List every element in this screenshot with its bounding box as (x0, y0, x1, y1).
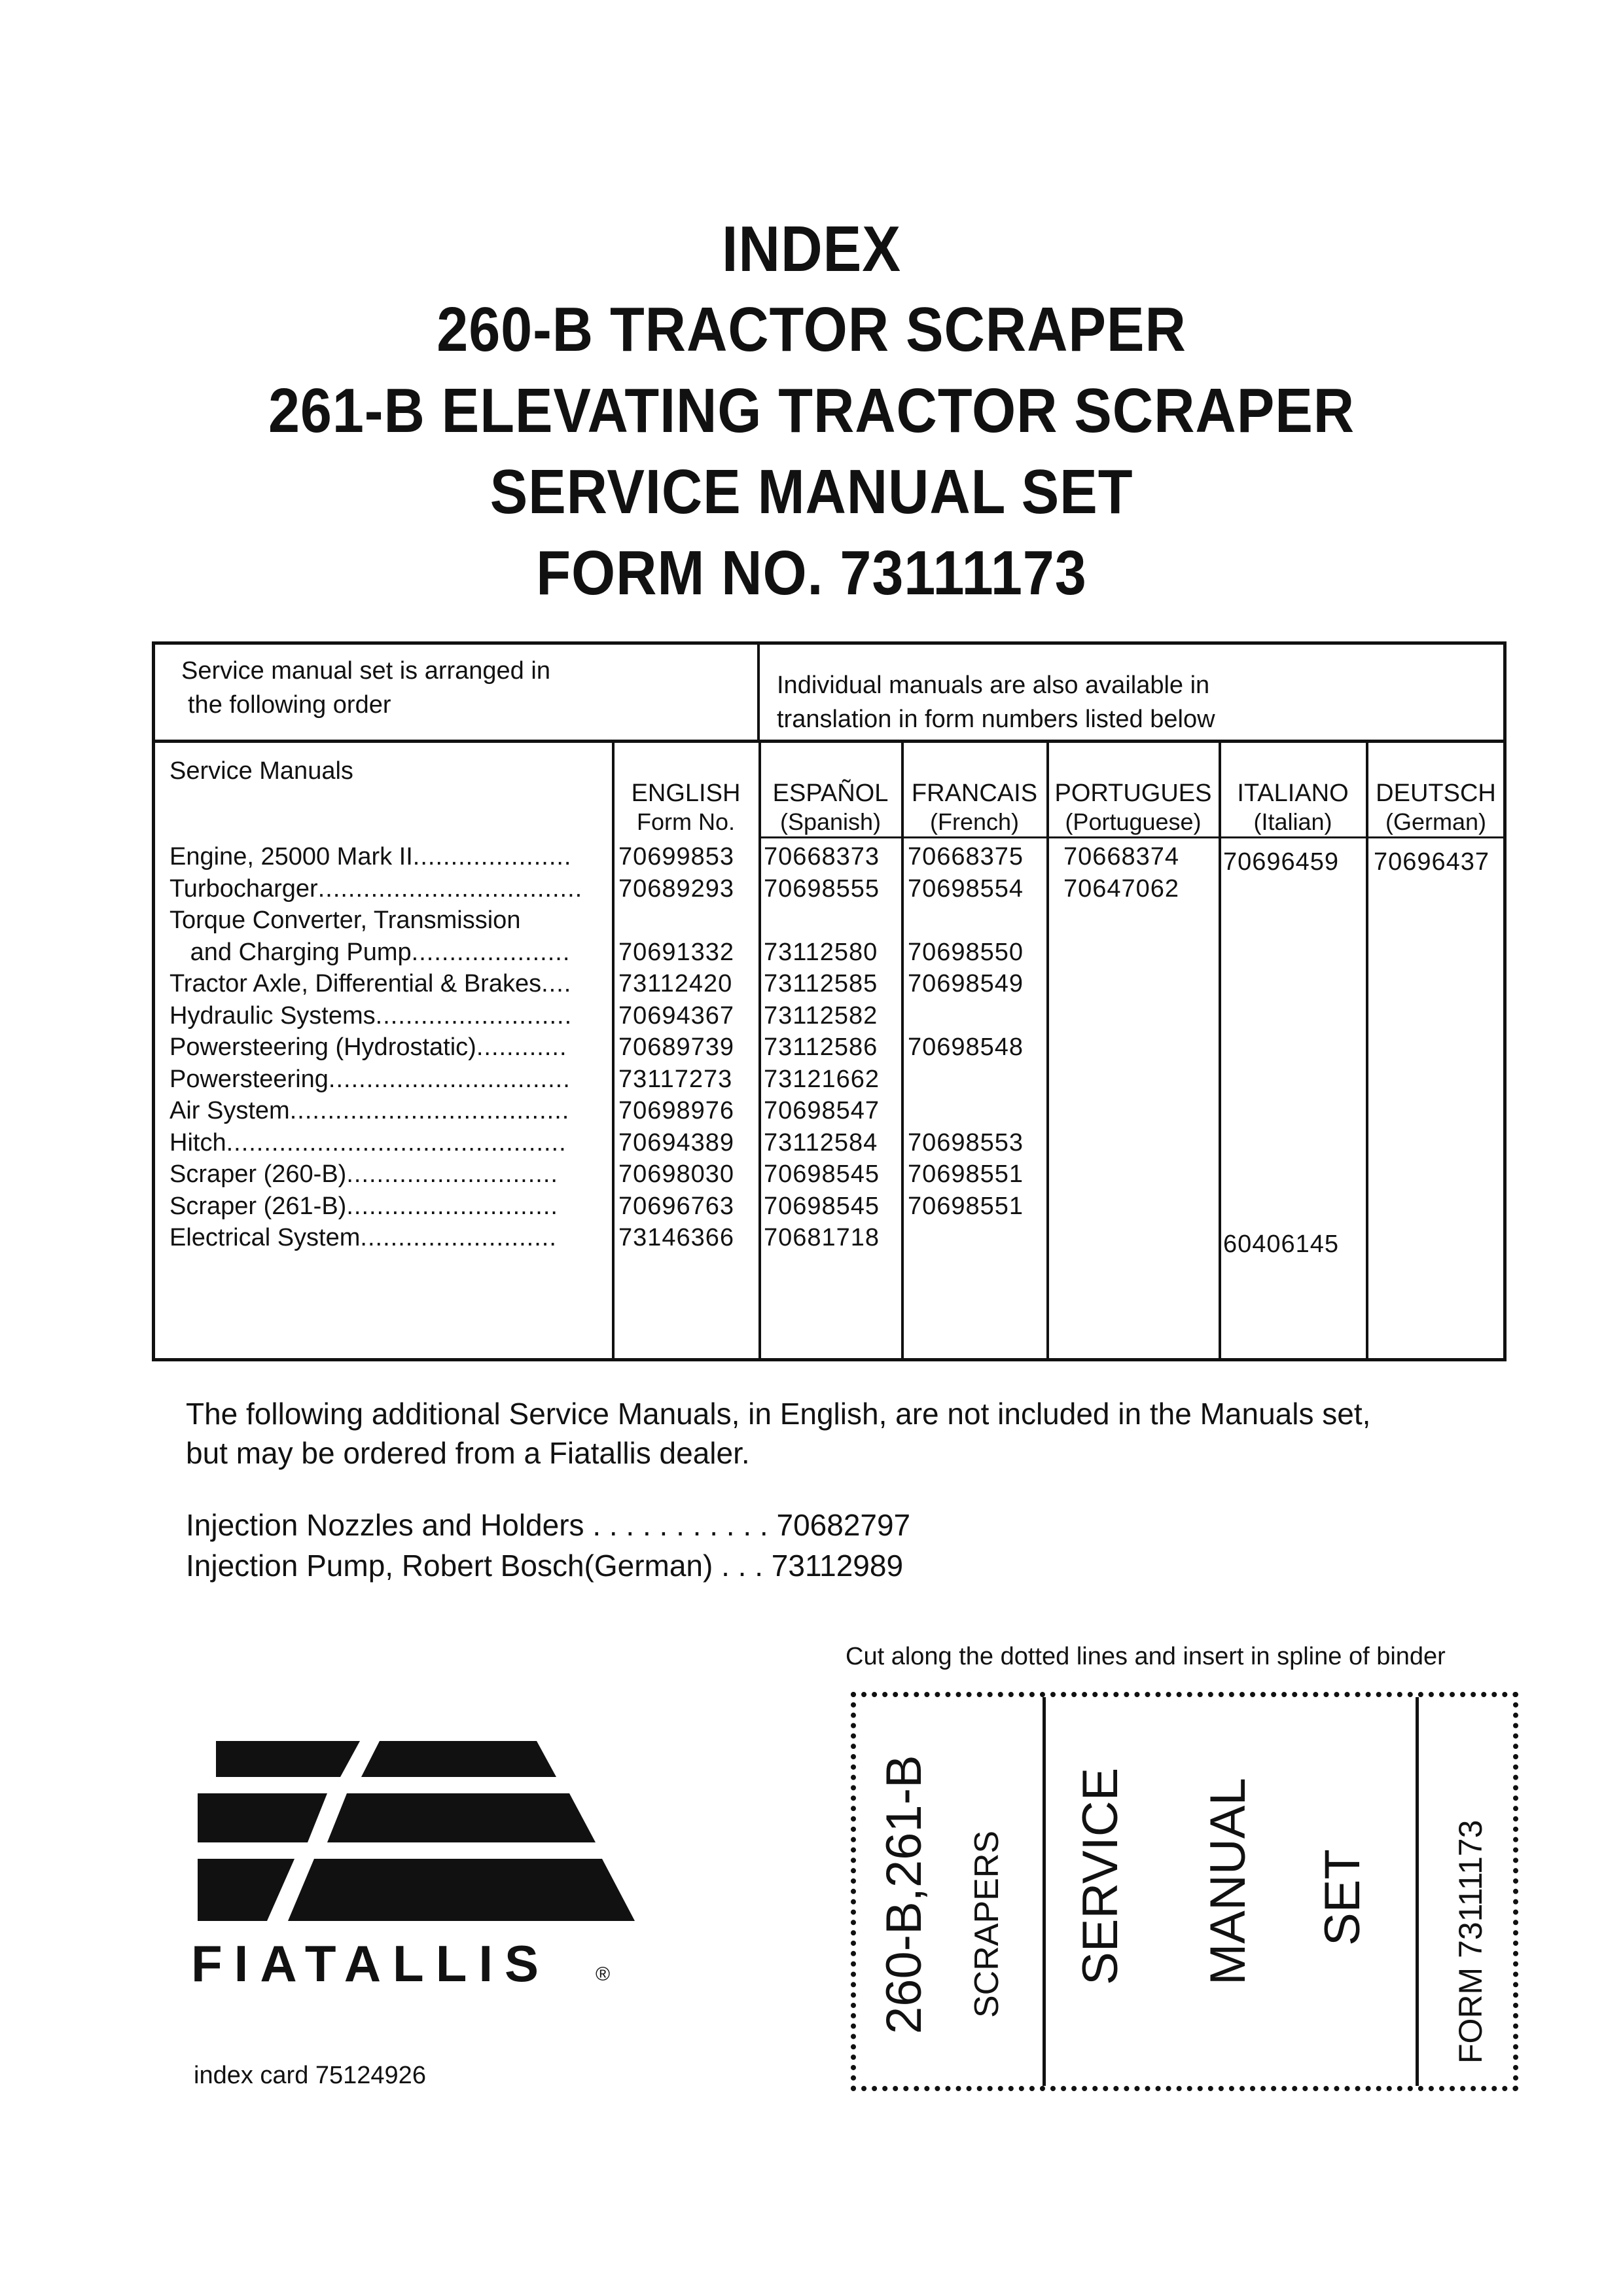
column-header-french (902, 779, 1046, 838)
column-header-spanish (760, 779, 901, 838)
form-number-spanish: 73112584 (764, 1128, 878, 1157)
spine-word-manual: MANUAL (1200, 1778, 1256, 1985)
form-number-french: 70698551 (908, 1160, 1024, 1188)
table-row-label (169, 1191, 558, 1222)
table-row-label (169, 1158, 558, 1190)
table-row-label (169, 841, 572, 872)
row-leader-dots: ............................................. (226, 1128, 567, 1157)
table-row-label (169, 968, 571, 999)
form-number-english: 70691332 (618, 938, 735, 966)
form-number-portuguese: 70668374 (1063, 843, 1180, 870)
form-number-spanish: 70698545 (764, 1192, 880, 1220)
table-row-label (169, 1095, 569, 1126)
table-row-label (169, 937, 570, 968)
table-row-label (169, 873, 582, 905)
header-left-line-1: Service manual set is arranged in (181, 657, 550, 685)
cut-instruction: Cut along the dotted lines and insert in spline of binder (846, 1643, 1446, 1670)
binder-spine-insert (851, 1692, 1518, 2091)
spine-word-set: SET (1315, 1849, 1370, 1946)
column-name: DEUTSCH (1376, 780, 1496, 807)
row-label-text: Tractor Axle, Differential & Brakes (169, 970, 542, 997)
form-number-french: 70698554 (908, 874, 1024, 903)
row-leader-dots: ............................ (346, 1160, 558, 1188)
header-right-line-1: Individual manuals are also available in (777, 672, 1210, 699)
form-number-italian: 70696459 (1223, 848, 1340, 876)
additional-note-line-2: but may be ordered from a Fiatallis dealer. (186, 1436, 750, 1470)
form-number-portuguese: 70647062 (1063, 874, 1180, 903)
form-number-french: 70698550 (908, 938, 1024, 966)
header-divider (757, 645, 760, 740)
row-label-text: Air System (169, 1097, 290, 1124)
row-leader-dots: ..................... (412, 843, 572, 870)
column-header-portuguese (1048, 779, 1219, 838)
form-number-spanish: 73121662 (764, 1065, 880, 1093)
form-number-english: 70694367 (618, 1001, 735, 1030)
form-number-english: 73146366 (618, 1224, 735, 1251)
form-number-english: 73117273 (618, 1065, 733, 1093)
additional-note-line-1: The following additional Service Manuals, in English, are not included in the Manuals set, (186, 1397, 1371, 1431)
form-number-french: 70698549 (908, 970, 1024, 997)
additional-manuals-note (186, 1394, 1370, 1473)
row-label-text: Turbocharger (169, 874, 318, 903)
spine-divider (1043, 1697, 1046, 2086)
column-name: FRANCAIS (911, 780, 1038, 807)
row-label-text: Torque Converter, Transmission (169, 906, 521, 934)
row-leader-dots: ............ (476, 1033, 567, 1061)
form-number-english: 73112420 (618, 970, 733, 997)
row-label-text: and Charging Pump (169, 938, 412, 966)
row-leader-dots: .......................... (375, 1001, 573, 1030)
table-row-label (169, 1031, 567, 1063)
form-number-spanish: 70681718 (764, 1224, 880, 1251)
row-label-text: Engine, 25000 Mark II (169, 843, 413, 870)
row-leader-dots: .......................... (360, 1224, 557, 1251)
row-leader-dots: ............................ (346, 1192, 558, 1220)
title-line-manual-set: SERVICE MANUAL SET (490, 457, 1133, 527)
column-name: ESPAÑOL (772, 780, 889, 807)
form-number-french: 70698553 (908, 1128, 1024, 1157)
column-sub: (French) (902, 808, 1046, 838)
row-label-text: Powersteering (169, 1065, 329, 1093)
table-row-label (169, 1127, 567, 1158)
column-sub: (Spanish) (760, 808, 901, 838)
row-leader-dots: .... (541, 970, 572, 997)
column-name: PORTUGUES (1054, 780, 1212, 807)
form-number-german: 70696437 (1374, 848, 1490, 876)
header-translation-note (777, 668, 1215, 736)
column-name: ITALIANO (1237, 780, 1349, 807)
form-number-spanish: 73112582 (764, 1001, 878, 1030)
column-header-german (1367, 779, 1505, 838)
additional-item-nozzles: Injection Nozzles and Holders . . . . . . . . . . . 70682797 (186, 1508, 911, 1542)
column-sub: (Portuguese) (1048, 808, 1219, 838)
spine-form-number: FORM 73111173 (1452, 1820, 1489, 2064)
column-sub: (German) (1367, 808, 1505, 838)
form-number-spanish: 70698555 (764, 874, 880, 903)
table-row-label (169, 905, 520, 936)
column-header-english (613, 779, 758, 836)
index-table (152, 641, 1507, 1361)
form-number-spanish: 73112580 (764, 938, 878, 966)
title-line-index: INDEX (721, 213, 902, 285)
form-number-italian: 60406145 (1223, 1230, 1340, 1258)
row-label-text: Hitch (169, 1128, 226, 1157)
spine-divider (1416, 1697, 1419, 2086)
form-number-french: 70698551 (908, 1192, 1024, 1220)
title-line-form-number: FORM NO. 73111173 (536, 538, 1087, 608)
form-number-english: 70689293 (618, 874, 735, 903)
row-label-text: Scraper (261-B) (169, 1192, 347, 1220)
column-sub: Form No. (636, 808, 735, 835)
form-number-spanish: 73112585 (764, 970, 878, 997)
column-header-italian (1220, 779, 1366, 838)
column-name: ENGLISH (631, 780, 741, 807)
index-card-number: index card 75124926 (194, 2062, 426, 2089)
form-number-english: 70694389 (618, 1128, 735, 1157)
additional-item-injection-pump: Injection Pump, Robert Bosch(German) . . . 73112989 (186, 1549, 904, 1583)
form-number-english: 70698976 (618, 1097, 735, 1124)
title-line-model-260b: 260-B TRACTOR SCRAPER (437, 295, 1186, 365)
form-number-spanish: 70698545 (764, 1160, 880, 1188)
row-leader-dots: ..................................... (289, 1097, 570, 1124)
page-title (0, 208, 1623, 614)
form-number-english: 70699853 (618, 843, 735, 870)
service-manuals-label: Service Manuals (169, 757, 353, 785)
row-leader-dots: ................................ (328, 1065, 571, 1093)
form-number-english: 70696763 (618, 1192, 735, 1220)
column-sub: (Italian) (1220, 808, 1366, 838)
row-leader-dots: ..................... (411, 938, 571, 966)
header-left-line-2: the following order (188, 691, 391, 719)
spine-type: SCRAPERS (968, 1830, 1006, 2018)
table-row-label (169, 1064, 571, 1095)
spine-model: 260-B,261-B (876, 1755, 932, 2034)
title-line-model-261b: 261-B ELEVATING TRACTOR SCRAPER (268, 376, 1355, 446)
row-label-text: Electrical System (169, 1224, 361, 1251)
form-number-spanish: 70668373 (764, 843, 880, 870)
registered-mark: ® (596, 1964, 611, 1985)
form-number-spanish: 70698547 (764, 1097, 880, 1124)
header-arrangement-note (181, 654, 550, 722)
header-right-line-2: translation in form numbers listed below (777, 706, 1215, 733)
form-number-spanish: 73112586 (764, 1033, 878, 1061)
table-row-label (169, 1000, 572, 1031)
logo-wordmark: FIATALLIS (191, 1935, 551, 1992)
form-number-french: 70668375 (908, 843, 1024, 870)
row-label-text: Hydraulic Systems (169, 1001, 376, 1030)
table-header-row (155, 645, 1503, 743)
row-label-text: Powersteering (Hydrostatic) (169, 1033, 476, 1061)
row-leader-dots: ................................... (317, 874, 583, 903)
form-number-english: 70689739 (618, 1033, 735, 1061)
spine-word-service: SERVICE (1073, 1767, 1128, 1985)
form-number-english: 70698030 (618, 1160, 735, 1188)
table-row-label (169, 1222, 557, 1253)
form-number-french: 70698548 (908, 1033, 1024, 1061)
row-label-text: Scraper (260-B) (169, 1160, 347, 1188)
